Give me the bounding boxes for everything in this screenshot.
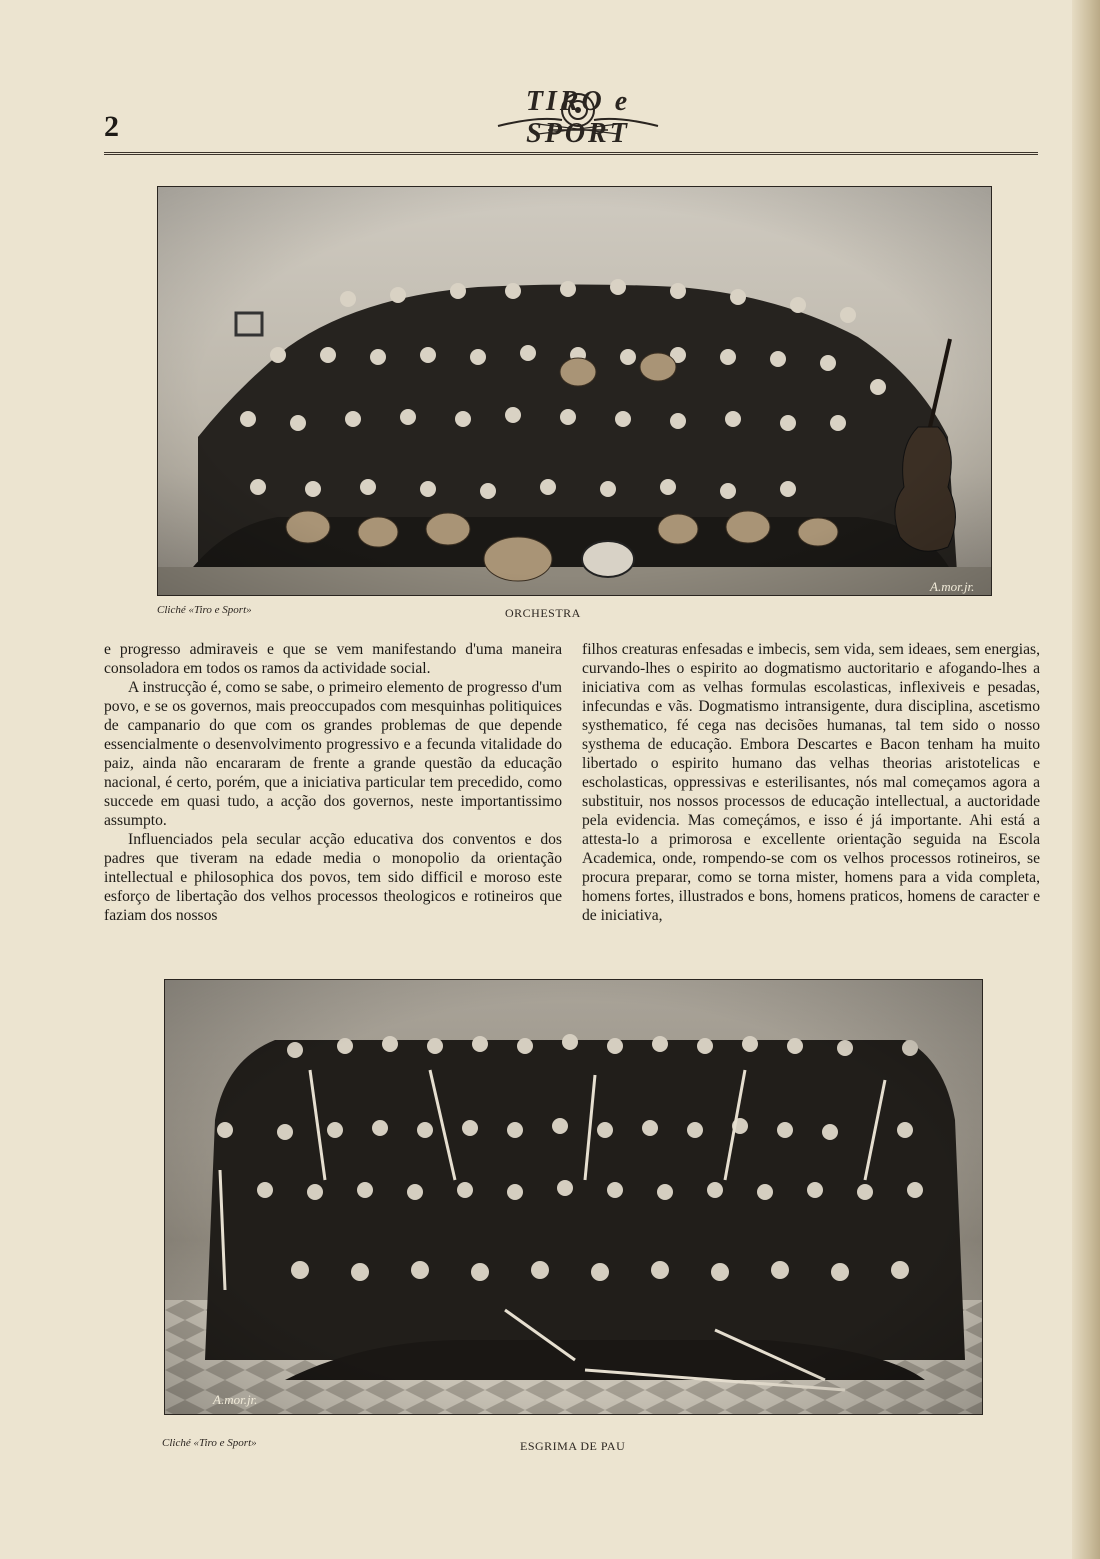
article-paragraph: Influenciados pela secular acção educativa dos conventos e dos padres que tiveram na edade media o monopolio da orientação intellectual e philosophica dos povos, tem sido difficil e moroso este esforço de libertação dos velhos processos theologicos e rotineiros que faziam dos nossos [104, 831, 562, 924]
photo-signature: A.mor.jr. [930, 579, 975, 594]
article-paragraph: e progresso admiraveis e que se vem manifestando d'uma maneira consoladora em todos os ramos da actividade social. [104, 641, 562, 677]
article-paragraph: A instrucção é, como se sabe, o primeiro elemento de progresso d'um povo, e se os governos, mais preoccupados com mesquinhas politiquices de campanario do que com os grandes problemas de que depende essencialmente o desenvolvimento progressivo e a fecunda vitalidade do paiz, ainda não encararam de frente a grande questão da educação nacional, é certo, porém, que a iniciativa particular tem precedido, como succede em quasi tudo, a acção dos governos, neste importantissimo assumpto. [104, 679, 562, 829]
page-number: 2 [104, 110, 120, 143]
figure-title: ORCHESTRA [505, 606, 581, 620]
masthead-logo [478, 80, 678, 149]
article-column-right [582, 640, 1040, 925]
article-paragraph: filhos creaturas enfesadas e imbecis, sem vida, sem ideaes, sem energias, curvando-lhes o espirito ao dogmatismo auctoritario e afogando-lhes a iniciativa com as velhas formulas escolasticas, inflexiveis e pesadas, infecundas e vãs. Dogmatismo intransigente, dura disciplina, ascetismo systhematico, fé cega nas decisões humanas, tal tem sido o nosso systhema de educação. Embora Descartes e Bacon tenham ha muito libertado o espirito humano das velhas theorias aristotelicas e escholasticas, oppressivas e esterilisantes, nós mal começamos agora a substituir, nos nossos processos de educação intellectual, a auctoridade pela evidencia. Mas começámos, e isso é já importante. Ahi está a attesta-lo a primorosa e excellente orientação seguida na Escola Academica, onde, rompendo-se com os velhos processos rotineiros, se procura preparar, como se torna mister, homens para a vida completa, homens fortes, illustrados e bons, homens praticos, homens de caracter e de iniciativa, [582, 641, 1040, 924]
fencing-photo [164, 979, 983, 1415]
masthead-title: TIRO e SPORT [525, 86, 631, 149]
page-edge [1072, 0, 1100, 1559]
article-column-left [104, 640, 562, 925]
figure-credit: Cliché «Tiro e Sport» [157, 604, 252, 616]
figure-title: ESGRIMA DE PAU [520, 1439, 626, 1453]
photo-signature: A.mor.jr. [213, 1392, 258, 1407]
orchestra-photo [157, 186, 992, 596]
figure-credit: Cliché «Tiro e Sport» [162, 1437, 257, 1449]
header-rule [104, 152, 1038, 155]
